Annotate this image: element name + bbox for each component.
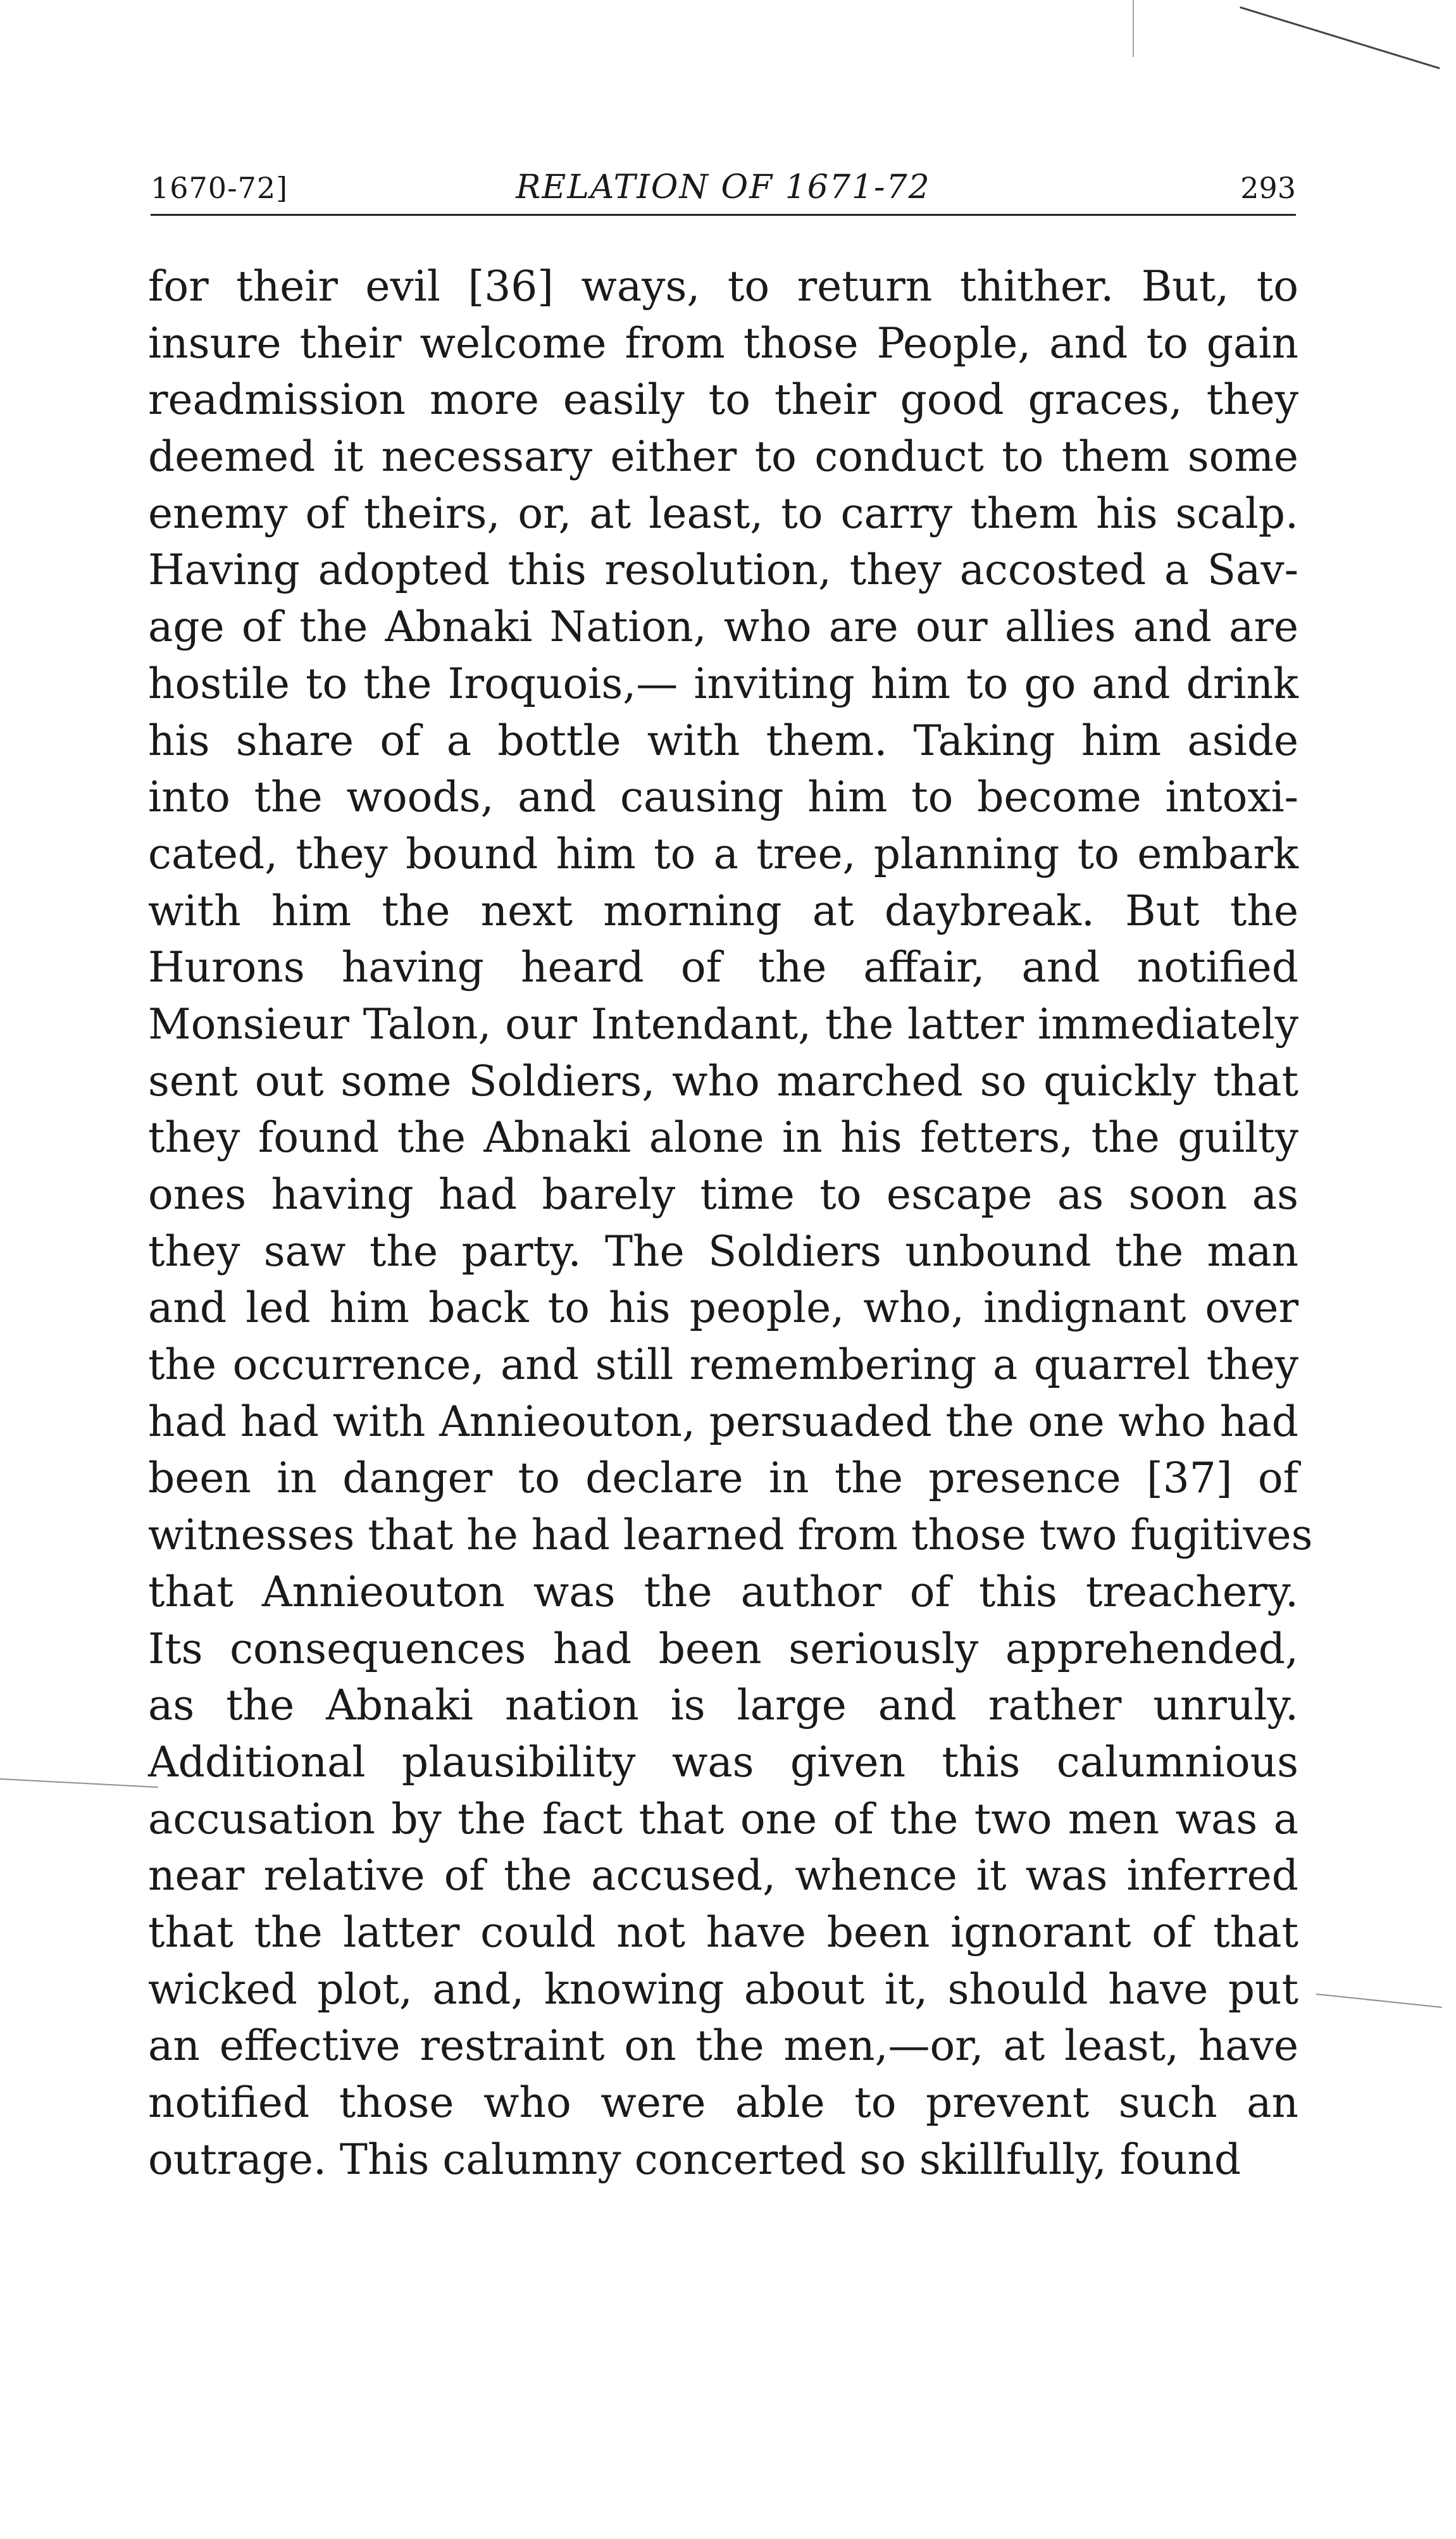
text-line: Its consequences had been seriously apprehended,	[148, 1624, 1298, 1673]
scan-artifact	[0, 1778, 158, 1788]
text-line: they saw the party. The Soldiers unbound the man	[148, 1226, 1298, 1276]
scan-artifact	[1240, 6, 1440, 69]
text-line: with him the next morning at daybreak. But the	[148, 886, 1298, 935]
running-head	[151, 163, 1296, 220]
text-line: outrage. This calumny concerted so skillfully, found	[148, 2135, 1241, 2184]
text-line: had had with Annieouton, persuaded the one who had	[148, 1397, 1298, 1446]
text-line: age of the Abnaki Nation, who are our allies and are	[148, 602, 1298, 652]
text-line: enemy of theirs, or, at least, to carry them his scalp.	[148, 489, 1298, 538]
text-line: cated, they bound him to a tree, planning to embark	[148, 829, 1298, 878]
text-line: notified those who were able to prevent such an	[148, 2078, 1298, 2127]
text-line: witnesses that he had learned from those two fugitives	[148, 1511, 1313, 1560]
page-number: 293	[1240, 171, 1296, 205]
text-line: accusation by the fact that one of the two men was a	[148, 1794, 1298, 1843]
text-line: ones having had barely time to escape as soon as	[148, 1170, 1298, 1219]
text-line: Monsieur Talon, our Intendant, the latter immediately	[148, 999, 1298, 1049]
text-line: Having adopted this resolution, they accosted a Sav-	[148, 546, 1298, 595]
text-line: they found the Abnaki alone in his fetters, the guilty	[148, 1113, 1298, 1163]
text-line: Additional plausibility was given this calumnious	[148, 1737, 1298, 1787]
text-line: readmission more easily to their good graces, they	[148, 375, 1298, 425]
scan-artifact	[1133, 0, 1134, 57]
text-line: for their evil [36] ways, to return thither. But, to	[148, 262, 1298, 311]
text-line: sent out some Soldiers, who marched so quickly that	[148, 1056, 1298, 1106]
text-line: the occurrence, and still remembering a quarrel they	[148, 1340, 1298, 1390]
text-line: that the latter could not have been ignorant of that	[148, 1907, 1298, 1957]
text-line: that Annieouton was the author of this treachery.	[148, 1567, 1298, 1616]
running-head-years: 1670-72]	[151, 171, 289, 205]
text-line: near relative of the accused, whence it was inferred	[148, 1851, 1298, 1900]
body-text	[148, 258, 1313, 2188]
text-line: deemed it necessary either to conduct to them some	[148, 432, 1298, 482]
running-head-title: RELATION OF 1671-72	[516, 168, 931, 206]
scan-artifact	[1316, 1993, 1442, 2008]
text-line: and led him back to his people, who, indignant over	[148, 1283, 1298, 1333]
text-line: into the woods, and causing him to become intoxi-	[148, 773, 1298, 822]
header-rule	[151, 214, 1296, 216]
text-line: hostile to the Iroquois,— inviting him to go and drink	[148, 659, 1298, 708]
text-line: his share of a bottle with them. Taking him aside	[148, 716, 1298, 765]
text-line: insure their welcome from those People, and to gain	[148, 318, 1298, 368]
text-line: wicked plot, and, knowing about it, should have put	[148, 1964, 1298, 2014]
text-line: an effective restraint on the men,—or, at least, have	[148, 2021, 1298, 2071]
text-line: as the Abnaki nation is large and rather unruly.	[148, 1681, 1298, 1730]
text-line: been in danger to declare in the presence [37] of	[148, 1454, 1298, 1503]
text-line: Hurons having heard of the affair, and notified	[148, 943, 1298, 992]
